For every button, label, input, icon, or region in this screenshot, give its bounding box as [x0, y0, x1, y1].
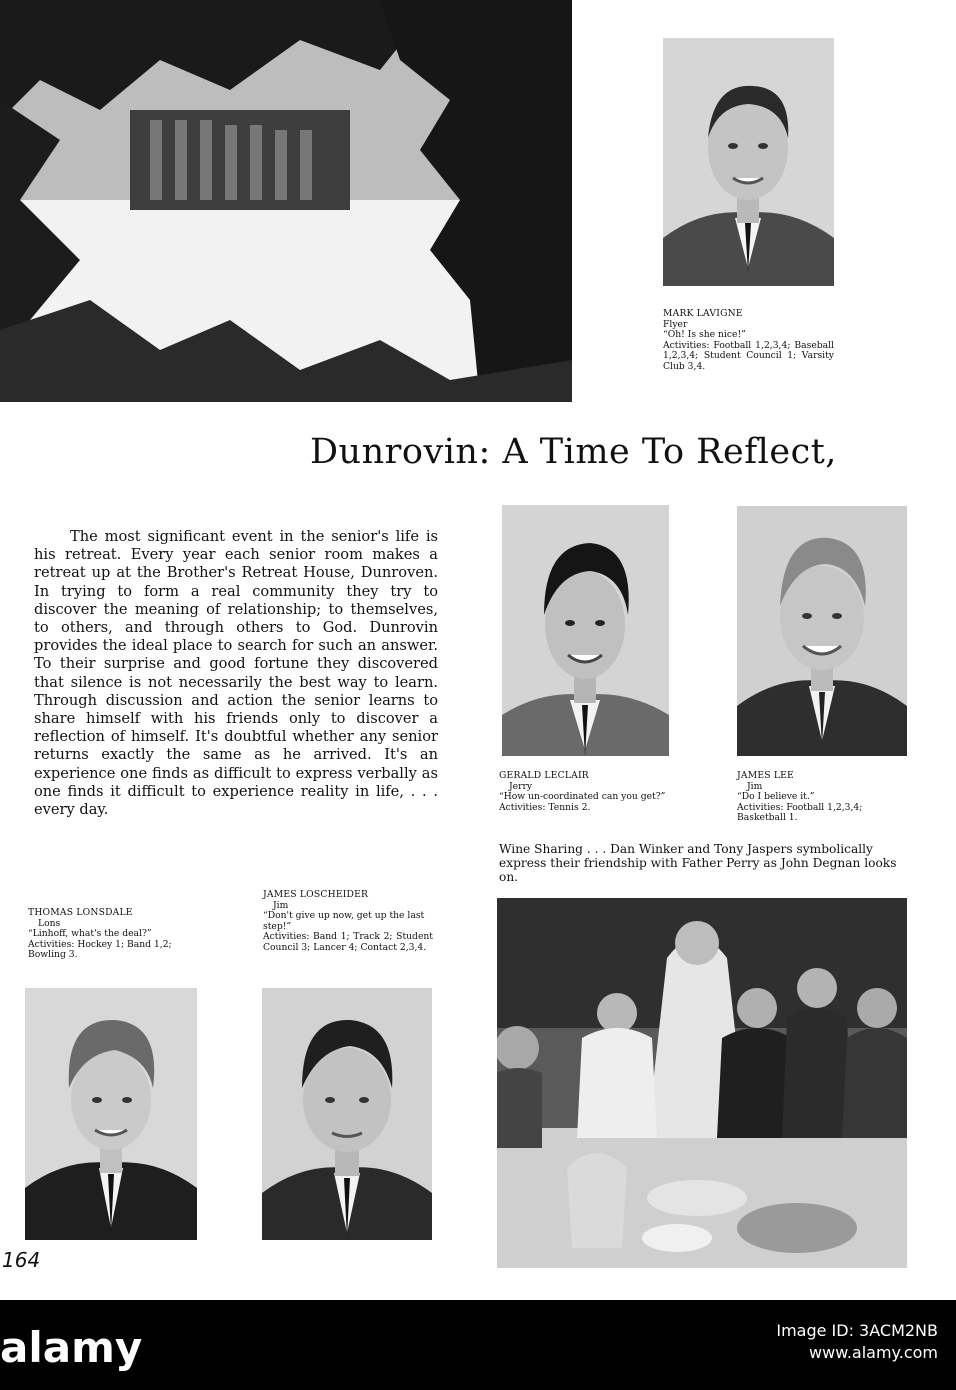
senior-nickname: Lons — [38, 917, 61, 929]
caption-mark-lavigne — [663, 309, 834, 372]
senior-activities: Activities: Band 1; Track 2; Student Council 3; Lancer 4; Contact 2,3,4. — [263, 931, 433, 953]
senior-activities: Activities: Football 1,2,3,4; Baseball 1,2,3,4; Student Council 1; Varsity Club 3,4. — [663, 339, 834, 372]
senior-nickname: Jim — [747, 780, 763, 792]
brand-logo: alamy — [0, 1323, 143, 1372]
senior-quote: “Linhoff, what's the deal?” — [28, 928, 152, 939]
portrait-james-lee — [737, 506, 907, 756]
senior-name: JAMES LEE — [737, 770, 794, 781]
senior-quote: “Do I believe it.” — [737, 791, 815, 802]
portrait-gerald-leclair — [502, 505, 669, 756]
caption-thomas-lonsdale — [28, 908, 200, 961]
portrait-illustration — [737, 506, 907, 756]
retreat-house-photo — [0, 0, 572, 402]
article-body: The most significant event in the senior's life is his retreat. Every year each senior room makes a retreat up at the Brother's Retreat House, Dunroven. In trying to form a real community they try to discover the meaning of relationship; to themselves, to others, and through others to God. Dunrovin provides the ideal place to search for such an answer. To their surprise and good fortune they discovered that silence is not necessarily the best way to learn. Through discussion and action the senior learns to share himself with his friends only to discover a reflection of himself. It's doubtful whether any senior returns exactly the same as he arrived. It's an experience one finds as difficult to express verbally as one finds it difficult to experience reality in life, . . . every day. — [34, 528, 438, 819]
senior-activities: Activities: Football 1,2,3,4; Basketball 1. — [737, 801, 863, 823]
portrait-illustration — [25, 988, 197, 1240]
wine-sharing-illustration — [497, 898, 907, 1268]
wine-sharing-photo — [497, 898, 907, 1268]
footer-band — [0, 1300, 956, 1390]
senior-nickname: Flyer — [663, 318, 688, 330]
senior-name: JAMES LOSCHEIDER — [263, 889, 369, 900]
caption-gerald-leclair — [499, 771, 669, 813]
senior-quote: “Don't give up now, get up the last step!” — [263, 910, 425, 932]
wine-sharing-caption: Wine Sharing . . . Dan Winker and Tony Jaspers symbolically express their friendship with Father Perry as John Degnan looks on. — [499, 842, 897, 884]
senior-nickname: Jerry — [509, 780, 533, 792]
senior-name: GERALD LECLAIR — [499, 770, 589, 781]
senior-activities: Activities: Tennis 2. — [499, 801, 591, 813]
portrait-mark-lavigne — [663, 38, 834, 286]
portrait-thomas-lonsdale — [25, 988, 197, 1240]
senior-quote: “Oh! Is she nice!” — [663, 329, 746, 340]
senior-quote: “How un-coordinated can you get?” — [499, 791, 666, 802]
portrait-illustration — [663, 38, 834, 286]
senior-name: MARK LAVIGNE — [663, 308, 743, 319]
page-number: 164 — [2, 1248, 41, 1272]
portrait-illustration — [262, 988, 432, 1240]
portrait-illustration — [502, 505, 669, 756]
portrait-james-loscheider — [262, 988, 432, 1240]
image-credit — [776, 1320, 938, 1364]
retreat-house-illustration — [0, 0, 572, 402]
page-title: Dunrovin: A Time To Reflect, — [310, 432, 837, 472]
site-url: www.alamy.com — [809, 1343, 938, 1362]
senior-name: THOMAS LONSDALE — [28, 907, 133, 918]
image-id: Image ID: 3ACM2NB — [776, 1321, 938, 1340]
caption-james-lee — [737, 771, 909, 824]
senior-nickname: Jim — [273, 899, 289, 911]
senior-activities: Activities: Hockey 1; Band 1,2; Bowling 3. — [28, 938, 172, 960]
caption-james-loscheider — [263, 890, 433, 953]
